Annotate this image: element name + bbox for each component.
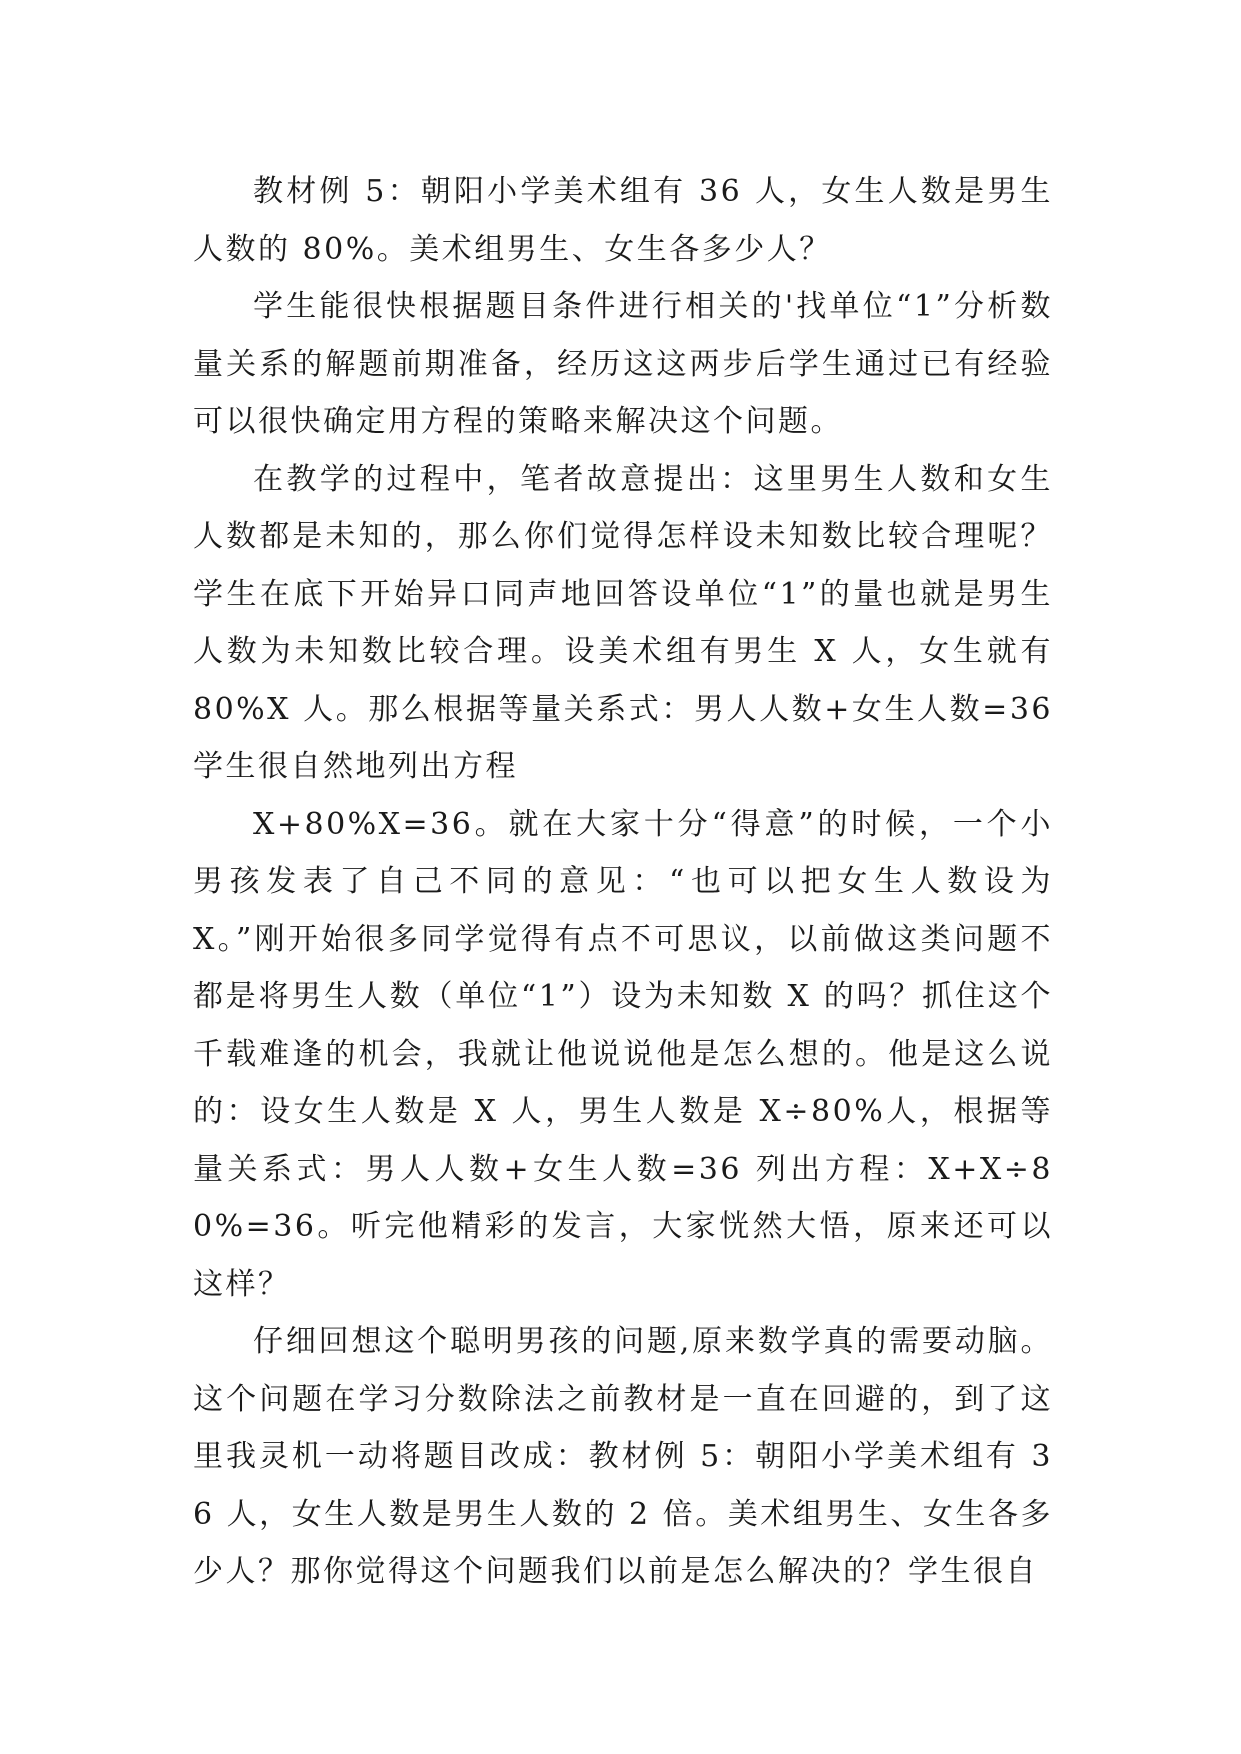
paragraph-3: 在教学的过程中，笔者故意提出：这里男生人数和女生人数都是未知的，那么你们觉得怎样设未知数比较合理呢？学生在底下开始异口同声地回答设单位“1”的量也就是男生人数为未知数比较合理。设美术组有男生 X 人，女生就有 80%X 人。那么根据等量关系式：男人人数+女生人数=36 学生很自然地列出方程 bbox=[193, 461, 1053, 784]
paragraph-4: X+80%X=36。就在大家十分“得意”的时候，一个小男孩发表了自己不同的意见：“也可以把女生人数设为 X。”刚开始很多同学觉得有点不可思议，以前做这类问题不都是将男生人数（单位“1”）设为未知数 X 的吗？抓住这个千载难逢的机会，我就让他说说他是怎么想的。他是这么说的：设女生人数是 X 人，男生人数是 X÷80%人，根据等量关系式：男人人数+女生人数=36 列出方程：X+X÷80%=36。听完他精彩的发言，大家恍然大悟，原来还可以这样？ bbox=[193, 806, 1053, 1302]
paragraph-1: 教材例 5：朝阳小学美术组有 36 人，女生人数是男生人数的 80%。美术组男生、女生各多少人？ bbox=[193, 174, 1053, 267]
paragraph-5: 仔细回想这个聪明男孩的问题,原来数学真的需要动脑。这个问题在学习分数除法之前教材是一直在回避的，到了这里我灵机一动将题目改成：教材例 5：朝阳小学美术组有 36 人，女生人数是男生人数的 2 倍。美术组男生、女生各多少人？那你觉得这个问题我们以前是怎么解决的？学生很自 bbox=[193, 1324, 1053, 1589]
document-body bbox=[193, 163, 1053, 1601]
paragraph-2: 学生能很快根据题目条件进行相关的'找单位“1”分析数量关系的解题前期准备，经历这这两步后学生通过已有经验可以很快确定用方程的策略来解决这个问题。 bbox=[193, 289, 1053, 439]
